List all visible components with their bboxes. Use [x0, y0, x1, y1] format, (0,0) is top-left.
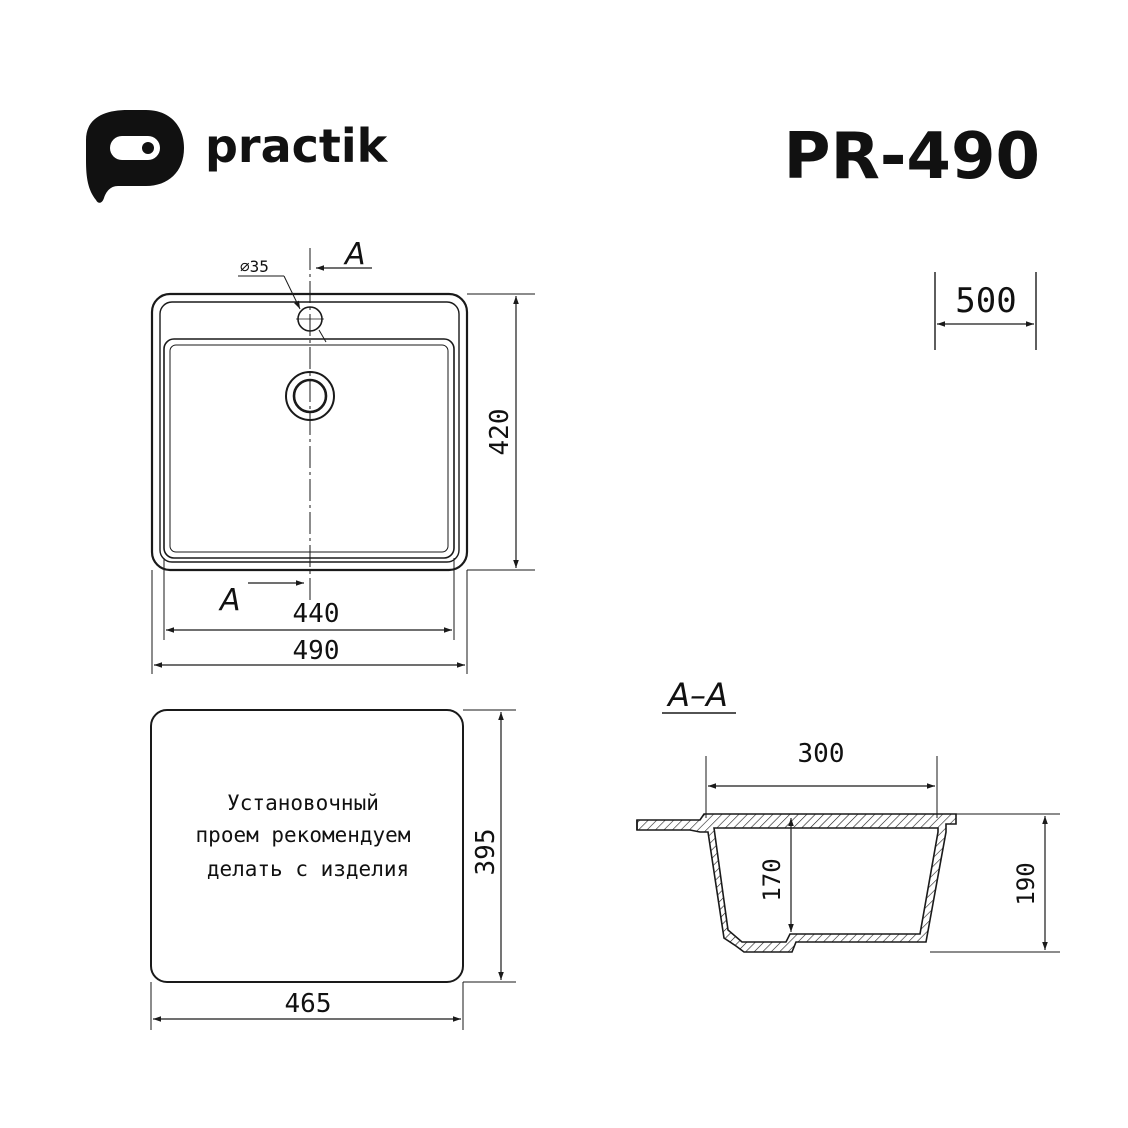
section-profile: [637, 814, 956, 952]
cutout-height-label: 395: [471, 828, 501, 876]
practik-logo-icon: [86, 110, 184, 203]
section-title: A–A: [668, 676, 728, 714]
overall-depth-label: 190: [1012, 862, 1040, 906]
bowl-depth-label: 170: [758, 858, 786, 902]
height-dim-label: 420: [485, 408, 515, 456]
brand-logo: [86, 110, 389, 203]
section-view: [637, 676, 1060, 952]
section-marker-bottom: A: [220, 583, 241, 618]
cutout-note-line-3: делать с изделия: [206, 857, 410, 881]
section-top-width-label: 300: [797, 739, 845, 769]
cutout-note-line-2: проем рекомендуем: [195, 823, 411, 847]
overall-width-label: 490: [292, 636, 340, 666]
cabinet-dimension: [935, 272, 1036, 350]
cutout-note-line-1: Установочный: [227, 791, 379, 815]
hole-diameter-label: ⌀35: [240, 257, 269, 276]
bowl-inner: [170, 345, 448, 552]
section-marker-top: A: [345, 237, 366, 272]
cutout-width-label: 465: [284, 989, 332, 1019]
cabinet-width-label: 500: [955, 281, 1017, 321]
top-view: [152, 237, 535, 674]
cutout-view: [151, 710, 516, 1030]
brand-name: practik: [205, 119, 388, 173]
bowl-width-label: 440: [292, 599, 340, 629]
model-title: PR-490: [783, 120, 1040, 194]
